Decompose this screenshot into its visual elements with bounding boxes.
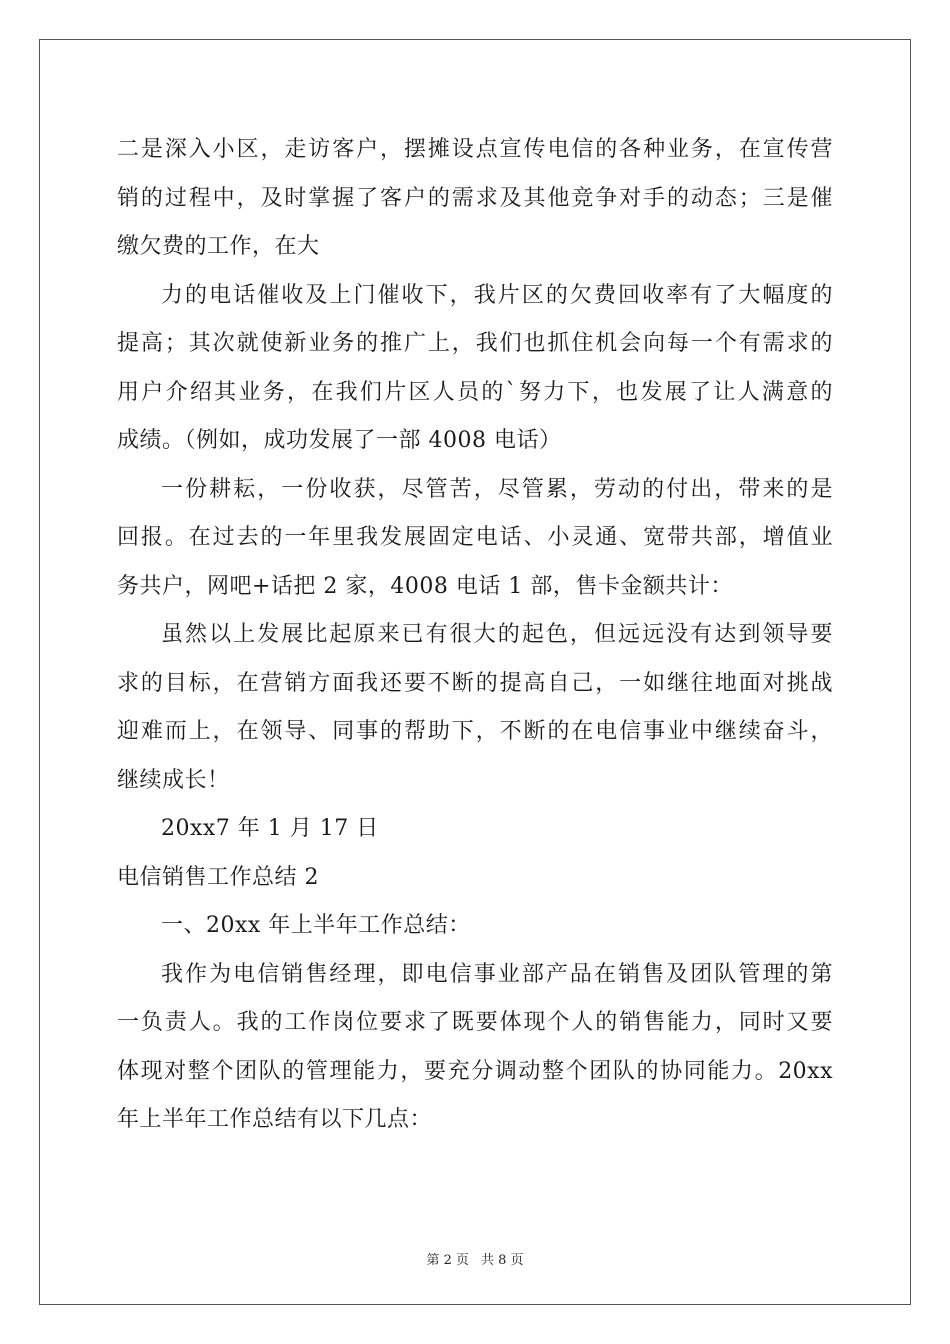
paragraph	[117, 951, 833, 1145]
paragraph	[117, 902, 833, 951]
text-line: 求的目标，在营销方面我还要不断的提高自己，一如继往地面对挑战	[117, 670, 833, 696]
paragraph	[117, 466, 833, 612]
document-body	[117, 126, 833, 1145]
text-line: 二是深入小区，走访客户，摆摊设点宣传电信的各种业务，在宣传营	[117, 137, 833, 162]
text-line: 提高；其次就使新业务的推广上，我们也抓住机会向每一个有需求的	[117, 331, 833, 356]
page-footer	[0, 1249, 950, 1268]
paragraph	[117, 854, 833, 903]
text-line: 继续成长！	[117, 767, 230, 793]
text-line: 年上半年工作总结有以下几点：	[117, 1107, 433, 1132]
text-line: 销的过程中，及时掌握了客户的需求及其他竞争对手的动态；三是催	[117, 185, 833, 211]
paragraph	[117, 272, 833, 466]
text-line: 缴欠费的工作，在大	[117, 234, 320, 259]
page-number: 第 2 页	[426, 1253, 469, 1268]
page-total: 共 8 页	[481, 1253, 524, 1268]
paragraph	[117, 611, 833, 805]
text-line: 虽然以上发展比起原来已有很大的起色，但远远没有达到领导要	[161, 622, 833, 647]
text-line: 回报。在过去的一年里我发展固定电话、小灵通、宽带共部，增值业	[117, 525, 833, 550]
text-line: 体现对整个团队的管理能力，要充分调动整个团队的协同能力。20xx	[117, 1058, 833, 1084]
text-line: 一、20xx 年上半年工作总结：	[161, 913, 471, 938]
text-line: 用户介绍其业务，在我们片区人员的`努力下，也发展了让人满意的	[117, 379, 833, 405]
text-line: 成绩。（例如，成功发展了一部 4008 电话）	[117, 428, 562, 453]
text-line: 一负责人。我的工作岗位要求了既要体现个人的销售能力，同时又要	[117, 1010, 833, 1035]
text-line: 电信销售工作总结 2	[117, 864, 319, 890]
paragraph	[117, 126, 833, 272]
text-line: 务共户，网吧+话把 2 家，4008 电话 1 部，售卡金额共计：	[117, 573, 733, 599]
text-line: 20xx7 年 1 月 17 日	[161, 816, 379, 841]
text-line: 迎难而上，在领导、同事的帮助下，不断的在电信事业中继续奋斗，	[117, 719, 833, 744]
text-line: 我作为电信销售经理，即电信事业部产品在销售及团队管理的第	[161, 961, 833, 987]
text-line: 力的电话催收及上门催收下，我片区的欠费回收率有了大幅度的	[161, 282, 833, 308]
text-line: 一份耕耘，一份收获，尽管苦，尽管累，劳动的付出，带来的是	[161, 476, 833, 502]
paragraph	[117, 805, 833, 854]
